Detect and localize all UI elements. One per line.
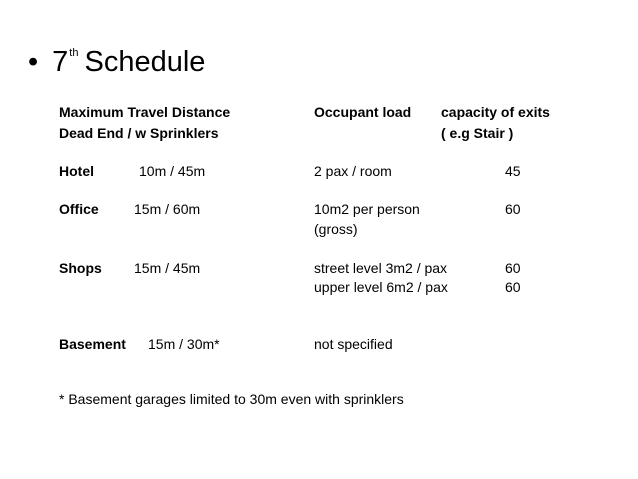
title-number: 7	[52, 46, 69, 78]
row-office-capacity: 60	[505, 201, 521, 217]
header-occupant-load: Occupant load	[314, 104, 412, 120]
header-travel-distance: Maximum Travel Distance	[59, 104, 231, 120]
row-shops-distance: 15m / 45m	[134, 260, 201, 276]
footnote: * Basement garages limited to 30m even with sprinklers	[59, 391, 404, 407]
row-hotel-type: Hotel	[59, 163, 94, 179]
row-basement-load: not specified	[314, 336, 393, 352]
title-ordinal-suffix: th	[69, 47, 79, 59]
row-shops-type: Shops	[59, 260, 102, 276]
title-word: Schedule	[84, 46, 206, 78]
header-capacity-exits: capacity of exits	[441, 104, 550, 120]
row-office-type: Office	[59, 201, 99, 217]
slide-title	[28, 36, 205, 79]
row-office-load: 10m2 per person	[314, 201, 420, 217]
bullet-icon: •	[28, 46, 39, 78]
row-hotel-load: 2 pax / room	[314, 163, 392, 179]
row-hotel-capacity: 45	[505, 163, 521, 179]
row-shops-load-street: street level 3m2 / pax	[314, 260, 448, 276]
header-capacity-example: ( e.g Stair )	[441, 125, 514, 141]
row-hotel-distance: 10m / 45m	[139, 163, 206, 179]
row-office-load-note: (gross)	[314, 221, 358, 237]
row-shops-capacity-upper: 60	[505, 279, 521, 295]
row-office-distance: 15m / 60m	[134, 201, 201, 217]
row-shops-load-upper: upper level 6m2 / pax	[314, 279, 448, 295]
row-basement-type: Basement	[59, 336, 126, 352]
header-dead-end: Dead End / w Sprinklers	[59, 125, 219, 141]
row-basement-distance: 15m / 30m*	[148, 336, 220, 352]
row-shops-capacity-street: 60	[505, 260, 521, 276]
